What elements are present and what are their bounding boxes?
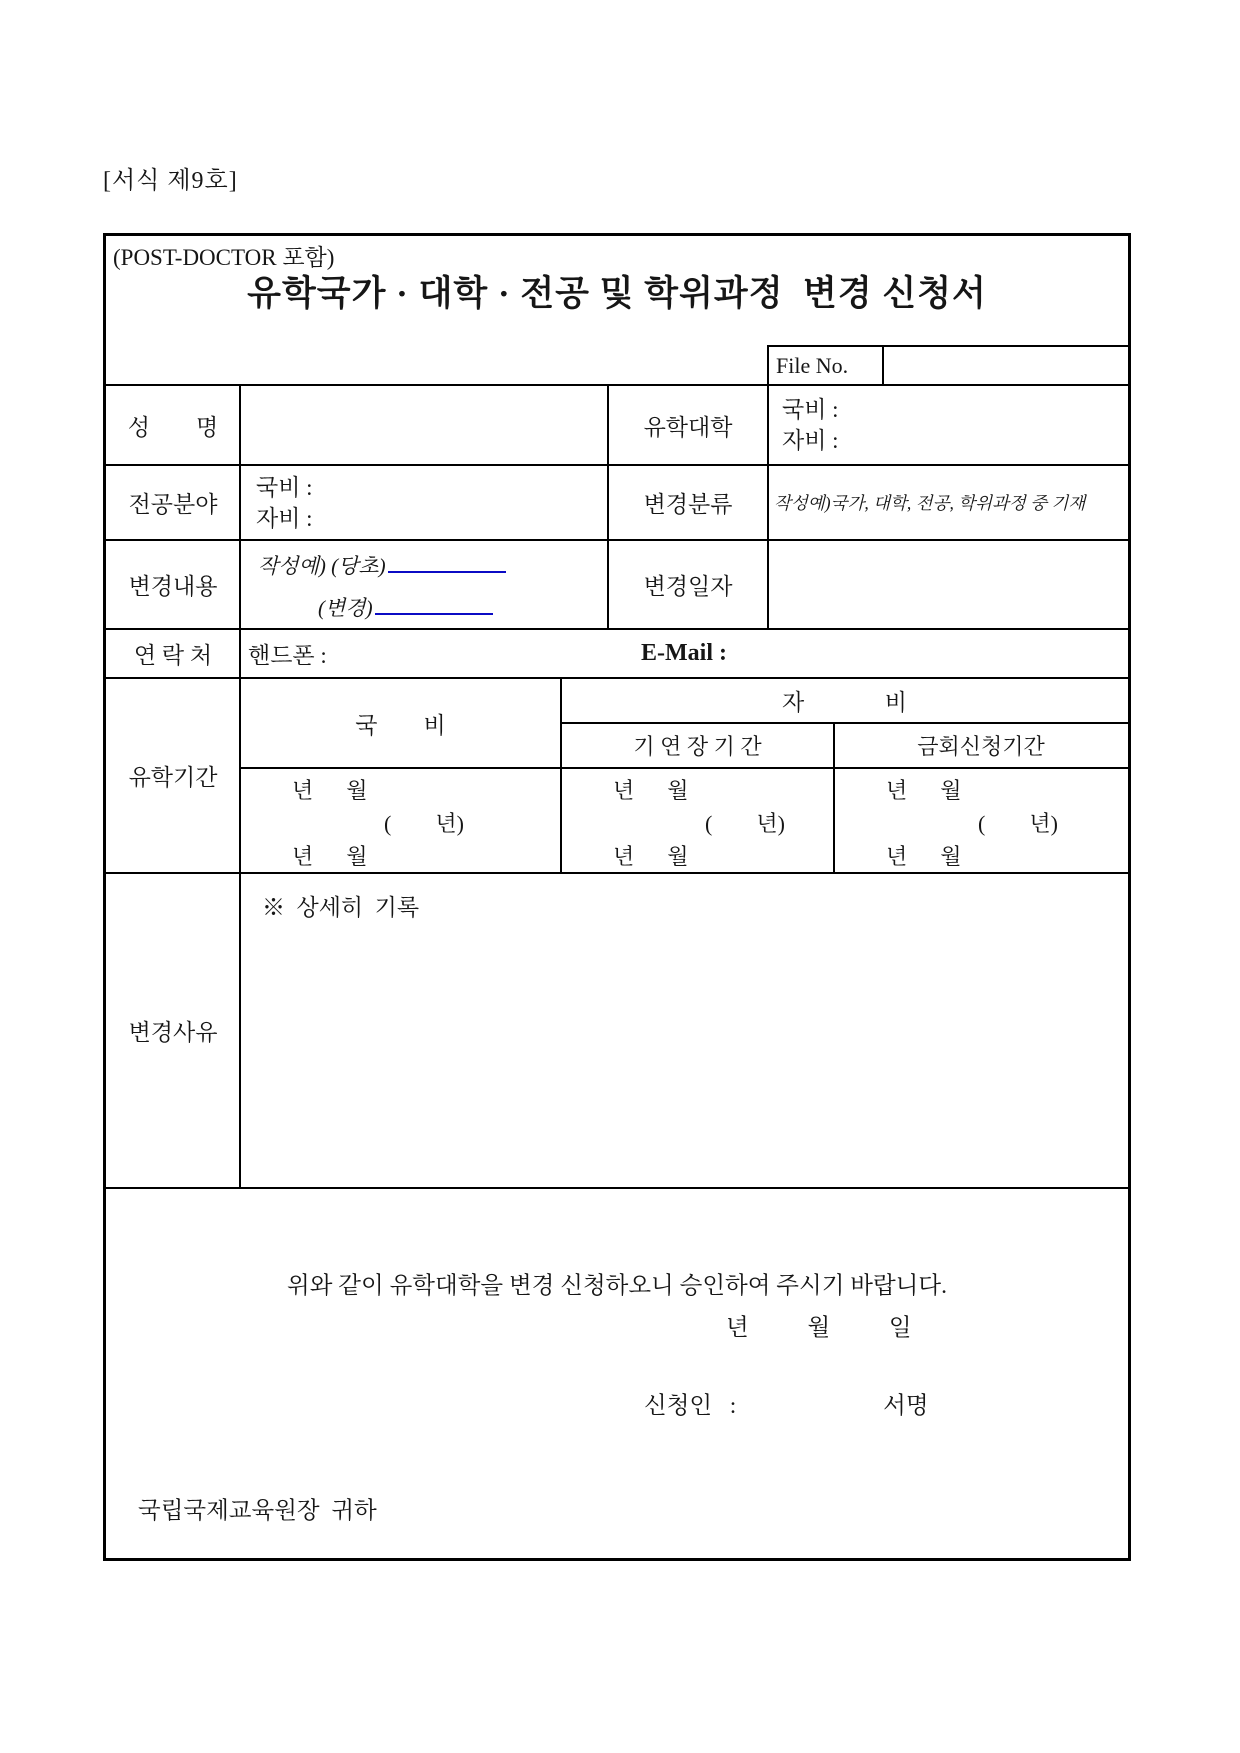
application-form-table [103,233,1131,1561]
request-statement: 위와 같이 유학대학을 변경 신청하오니 승인하여 주시기 바랍니다. [287,1273,947,1299]
file-no-label: File No. [776,352,849,378]
contact-label: 연 락 처 [133,643,213,668]
period-line-total: ( 년) [705,811,785,836]
change-reason-input[interactable] [240,873,1128,1188]
current-period-input[interactable] [834,768,1128,873]
name-label: 성 명 [127,414,219,440]
period-line-total: ( 년) [384,811,464,836]
self-funded-line: 자비 : [782,428,839,453]
applicant-signature-line: 신청인 : 서명 [644,1393,929,1419]
form-title: 유학국가 · 대학 · 전공 및 학위과정 변경 신청서 [247,274,987,313]
gov-funded-header: 국 비 [355,712,446,738]
period-line-from: 년 월 [886,778,962,803]
email-label: E-Mail : [641,640,727,666]
major-field-label: 전공분야 [128,492,218,517]
study-period-label: 유학기간 [128,765,218,790]
period-line-to: 년 월 [886,844,962,869]
phone-label: 핸드폰 : [248,643,327,668]
period-line-to: 년 월 [613,844,689,869]
period-line-to: 년 월 [292,844,368,869]
self-funded-header: 자 비 [782,690,907,715]
name-input[interactable] [240,385,608,465]
detail-record-note: ※ 상세히 기록 [262,895,420,920]
change-reason-label: 변경사유 [128,1020,218,1045]
date-line: 년 월 일 [726,1315,912,1341]
post-doctor-note: (POST-DOCTOR 포함) [113,245,335,270]
self-funded-line: 자비 : [256,505,313,531]
fill-in-underline[interactable] [388,567,506,573]
change-date-label: 변경일자 [643,574,733,599]
change-content-label: 변경내용 [128,574,218,599]
change-date-input[interactable] [768,540,1128,629]
change-after-example: (변경) [318,596,373,620]
extension-period-input[interactable] [561,768,834,873]
divider [768,345,1128,347]
previous-extension-header: 기 연 장 기 간 [633,734,762,759]
contact-input[interactable] [240,629,1128,678]
gov-funded-line: 국비 : [782,397,839,422]
change-category-hint: 작성예)국가, 대학, 전공, 학위과정 중 기재 [774,493,1086,513]
period-line-from: 년 월 [292,778,368,803]
file-no-input[interactable] [883,346,1128,385]
divider [882,345,884,386]
period-line-from: 년 월 [613,778,689,803]
period-line-total: ( 년) [978,811,1058,836]
current-request-header: 금회신청기간 [917,734,1045,759]
change-before-example: 작성예) (당초) [258,554,386,578]
study-university-input[interactable] [768,385,1128,465]
change-category-label: 변경분류 [643,492,733,517]
gov-funded-line: 국비 : [256,474,313,500]
fill-in-underline[interactable] [375,609,493,615]
major-field-input[interactable] [240,465,608,540]
change-content-input[interactable] [240,540,608,629]
recipient-line: 국립국제교육원장 귀하 [138,1498,377,1524]
study-university-label: 유학대학 [643,414,733,440]
gov-period-input[interactable] [240,768,561,873]
form-number-label: [서식 제9호] [103,168,238,194]
